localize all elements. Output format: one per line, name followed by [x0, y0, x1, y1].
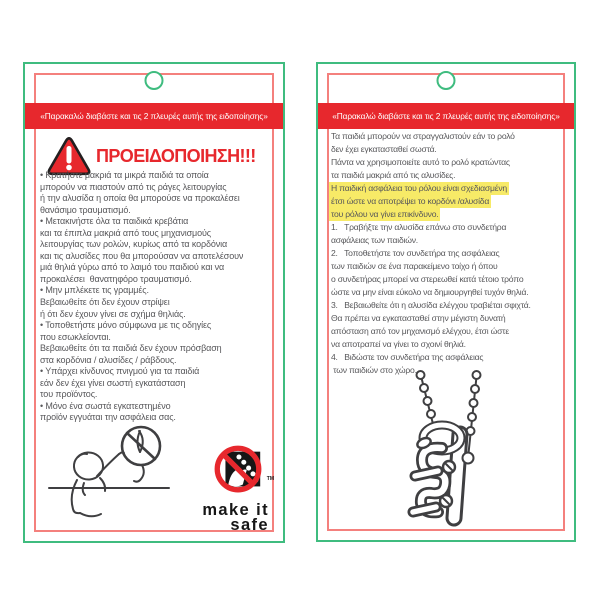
front-warning-text [40, 170, 276, 424]
back-instruction-line: Πάντα να χρησιμοποιείτε αυτό το ρολό κρατώντας [331, 157, 510, 167]
back-instruction-line: ώστε να μην είναι εύκολο να δημιουργηθεί τυχόν θηλιά. [331, 287, 529, 297]
front-warning-line: • Κρατήστε μακριά τα μικρά παιδιά τα οποία [40, 170, 209, 180]
back-instruction-line: να αποτραπεί να γίνει το σχοινί θηλιά. [331, 339, 466, 349]
back-instruction-line: ο συνδετήρας μπορεί να στερεωθεί κατά τέτοιο τρόπο [331, 274, 524, 284]
back-instruction-line: 1. Τραβήξτε την αλυσίδα επάνω στο συνδετήρα [331, 222, 507, 232]
front-warning-line: • Μην μπλέκετε τις γραμμές. [40, 285, 149, 296]
warning-title: ΠΡΟΕΙΔΟΠΟΙΗΣΗ!!! [96, 145, 256, 166]
front-warning-line: προκαλέσει θανατηφόρο τραυματισμό. [40, 273, 192, 284]
front-warning-line: μπορούν να πιαστούν από τις ράγες λειτουργίας [40, 181, 227, 192]
back-instruction-text [331, 130, 569, 377]
back-instruction-line: έτσι ώστε να αποτρέψει το κορδόνι /αλυσίδα [331, 196, 490, 206]
front-warning-line: ή την αλυσίδα η οποία θα μπορούσε να προκαλέσει [40, 193, 240, 204]
back-instruction-line: Θα πρέπει να εγκατασταθεί στην μέγιστη δυνατή [331, 313, 506, 323]
front-warning-line: ή ότι δεν έχουν γίνει σε σχήμα θηλιάς. [40, 308, 186, 319]
banner-text: «Παρακαλώ διαβάστε και τις 2 πλευρές αυτής της ειδοποίησης» [40, 111, 268, 121]
back-instruction-line: δεν έχει εγκατασταθεί σωστά. [331, 144, 437, 154]
back-instruction-line: των παιδιών σε ένα παρακείμενο τοίχο ή όπου [331, 261, 498, 271]
hang-hole-icon [145, 71, 164, 90]
front-warning-line: λειτουργίας των ρολών, κυρίως από τα κορδόνια [40, 239, 228, 250]
back-instruction-line: του ρόλου να γίνει επικίνδυνο. [331, 209, 439, 219]
front-warning-line: θανάσιμο τραυματισμό. [40, 204, 131, 215]
back-instruction-line: απόσταση από τον μηχανισμό ελέγχου, έτσι ώστε [331, 326, 509, 336]
warning-tag-back [316, 62, 576, 542]
make-it-safe-logo [202, 442, 274, 534]
back-instruction-line: 3. Βεβαιωθείτε ότι η αλυσίδα ελέγχου τραβιέται σφιχτά. [331, 300, 531, 310]
front-warning-line: • Τοποθετήστε μόνο σύμφωνα με τις οδηγίες [40, 320, 212, 331]
back-instruction-line: τα παιδιά μακριά από τις αλυσίδες. [331, 170, 456, 180]
cord-tensioner-illustration [390, 370, 502, 538]
front-warning-line: και τις αλυσίδες που θα μπορούσαν να αποτελέσουν [40, 250, 244, 261]
back-instruction-line: 2. Τοποθετήστε τον συνδετήρα της ασφάλειας [331, 248, 500, 258]
front-warning-line: και τα έπιπλα μακριά από τους μηχανισμούς [40, 227, 212, 238]
front-warning-line: Βεβαιωθείτε ότι δεν έχουν στρίψει [40, 297, 170, 308]
logo-mark [209, 442, 274, 503]
read-both-sides-banner [25, 103, 283, 129]
trademark-mark: TM [266, 476, 274, 482]
logo-wordmark-line1: make it [202, 501, 269, 519]
warning-tag-front [23, 62, 285, 543]
front-warning-line: • Μετακινήστε όλα τα παιδικά κρεβάτια [40, 216, 189, 227]
front-warning-line: που εσωκλείονται. [40, 331, 111, 342]
back-instruction-line: των παιδιών στο χώρο. [331, 365, 417, 375]
banner-text: «Παρακαλώ διαβάστε και τις 2 πλευρές αυτής της ειδοποίησης» [332, 111, 560, 121]
logo-wordmark-line2: safe [230, 516, 269, 534]
front-warning-line: του προϊόντος. [40, 389, 98, 400]
front-warning-line: • Υπάρχει κίνδυνος πνιγμού για τα παιδιά [40, 366, 200, 377]
hang-hole-icon [437, 71, 456, 90]
read-both-sides-banner [318, 103, 574, 129]
prohibition-chain-icon [209, 442, 267, 498]
front-warning-line: προϊόν εγγυάται την ασφάλεια σας. [40, 412, 176, 423]
back-instruction-line: 4. Βιδώστε τον συνδετήρα της ασφάλειας [331, 352, 484, 362]
front-warning-line: Βεβαιωθείτε ότι τα παιδιά δεν έχουν πρόσβαση [40, 343, 222, 354]
child-reaching-cord-illustration [47, 420, 209, 524]
back-instruction-line: Τα παιδιά μπορούν να στραγγαλιστούν εάν το ρολό [331, 131, 515, 141]
back-instruction-line: ασφάλειας των παιδιών. [331, 235, 418, 245]
front-warning-line: στα κορδόνια / αλυσίδες / ράβδους. [40, 354, 177, 365]
front-warning-line: • Μόνο ένα σωστά εγκατεστημένο [40, 400, 171, 411]
front-warning-line: μιά θηλιά γύρω από το λαιμό του παιδιού και να [40, 262, 225, 273]
front-warning-line: εάν δεν έχει γίνει σωστή εγκατάσταση [40, 377, 186, 388]
back-instruction-line: Η παιδική ασφάλεια του ρόλου είναι σχεδιασμένη [331, 183, 507, 193]
